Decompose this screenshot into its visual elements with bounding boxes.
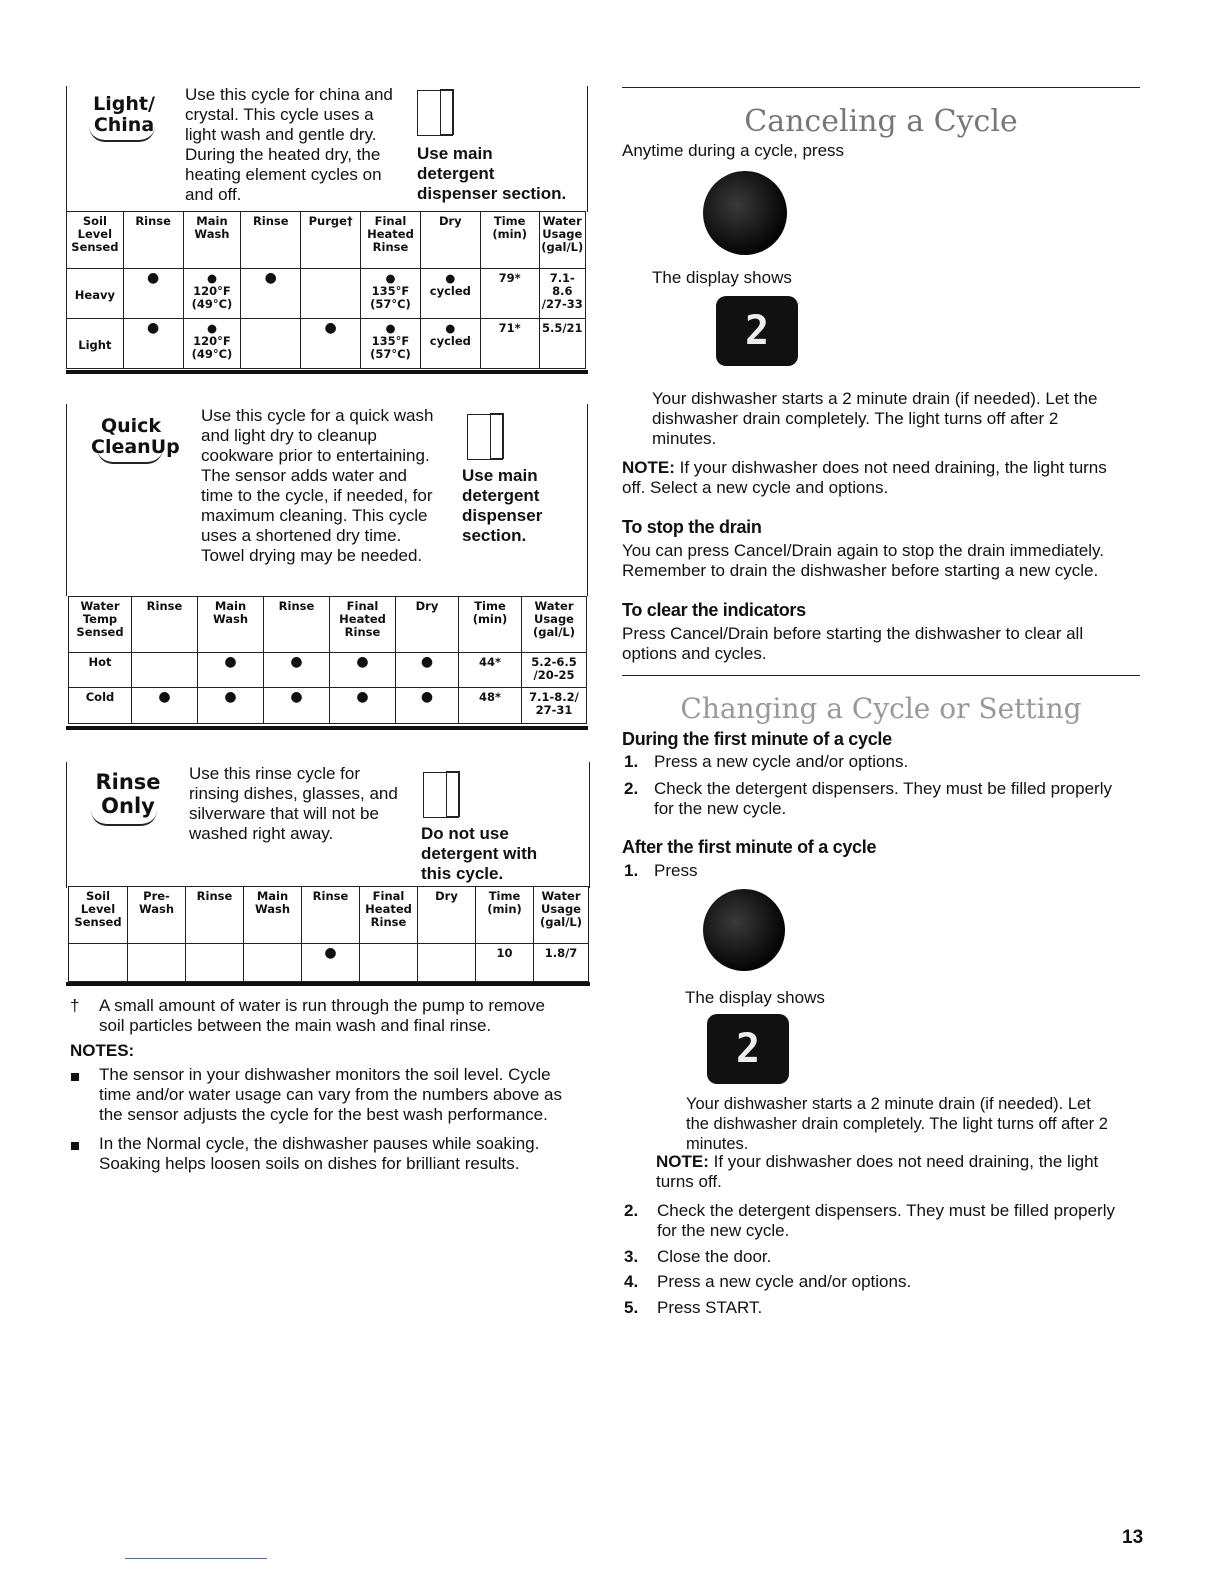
lcd-display: 2 xyxy=(716,296,798,366)
col-header: Main Wash xyxy=(198,597,264,653)
logo-swoosh xyxy=(97,448,163,464)
step-number: 1. xyxy=(624,752,639,771)
step-number: 4. xyxy=(624,1272,639,1291)
step-number: 2. xyxy=(624,1201,639,1220)
after-minute-heading: After the first minute of a cycle xyxy=(622,837,877,857)
col-header: Final Heated Rinse xyxy=(330,597,396,653)
section-divider xyxy=(66,370,588,374)
cancel-drain-button-icon xyxy=(703,171,787,255)
later-step-4: Press a new cycle and/or options. xyxy=(657,1272,912,1291)
rinse-only-table xyxy=(68,886,589,982)
changing-drain-text: Your dishwasher starts a 2 minute drain (if needed). Let the dishwasher drain completely. The light turns off after 2 minutes. xyxy=(686,1095,1108,1153)
rinse-only-section xyxy=(66,762,590,888)
first-step-2: Check the detergent dispensers. They must be filled properly for the new cycle. xyxy=(654,779,1112,818)
col-header: Rinse xyxy=(241,212,301,269)
table-row: Heavy ● ● 120°F (49°C) ● ● 135°F (57°C) ● cycled 79* 7.1-8.6 /27-33 xyxy=(67,269,586,319)
col-header: Time (min) xyxy=(476,887,534,944)
col-header: Rinse xyxy=(186,887,244,944)
first-minute-heading: During the first minute of a cycle xyxy=(622,729,892,749)
step-number: 1. xyxy=(624,861,639,880)
changing-title: Changing a Cycle or Setting xyxy=(680,692,1082,725)
dagger-symbol: † xyxy=(70,996,80,1015)
clear-indicators-heading: To clear the indicators xyxy=(622,600,806,620)
table-row: Cold ● ● ● ● ● 48* 7.1-8.2/ 27-31 xyxy=(69,688,587,724)
after-step-1: Press xyxy=(654,861,698,880)
dagger-footnote: A small amount of water is run through the pump to remove soil particles between the main wash and final rinse. xyxy=(99,996,546,1035)
lcd-display: 2 xyxy=(707,1014,789,1084)
step-number: 2. xyxy=(624,779,639,798)
col-header: Main Wash xyxy=(244,887,302,944)
section-divider xyxy=(66,982,590,986)
page-number: 13 xyxy=(1122,1527,1144,1548)
light-china-detergent-note: Use main detergent dispenser section. xyxy=(417,144,567,203)
col-header: Final Heated Rinse xyxy=(360,887,418,944)
light-china-section xyxy=(66,86,588,212)
later-step-3: Close the door. xyxy=(657,1247,772,1266)
col-header: Time (min) xyxy=(480,212,539,269)
quick-cleanup-logo: Quick CleanUp xyxy=(91,415,180,458)
col-header: Dry xyxy=(418,887,476,944)
note-1: The sensor in your dishwasher monitors the soil level. Cycle time and/or water usage can vary from the numbers above as the sensor adjusts the cycle for the best wash performance. xyxy=(99,1065,563,1124)
table-row: Light ● ● 120°F (49°C) ● ● 135°F (57°C) ● cycled 71* 5.5/21 xyxy=(67,319,586,369)
later-step-2: Check the detergent dispensers. They must be filled properly for the new cycle. xyxy=(657,1201,1115,1240)
section-divider xyxy=(622,87,1140,88)
note-2: In the Normal cycle, the dishwasher pauses while soaking. Soaking helps loosen soils on dishes for brilliant results. xyxy=(99,1134,540,1173)
quick-cleanup-table xyxy=(68,596,587,724)
cancel-drain-button-icon xyxy=(703,889,785,971)
col-header: Soil Level Sensed xyxy=(67,212,124,269)
col-header: Rinse xyxy=(264,597,330,653)
display-shows-label: The display shows xyxy=(652,268,792,287)
dispenser-icon xyxy=(423,772,459,818)
col-header: Purge† xyxy=(301,212,361,269)
dispenser-icon xyxy=(467,414,503,460)
quick-cleanup-description: Use this cycle for a quick wash and light dry to cleanup cookware prior to entertaining. The sensor adds water and time to the cycle, if needed, for maximum cleaning. This cycle uses a shortened dry time. Towel drying may be needed. xyxy=(201,406,434,565)
col-header: Dry xyxy=(420,212,480,269)
col-header: Dry xyxy=(396,597,459,653)
bullet-icon xyxy=(71,1142,79,1150)
bullet-icon xyxy=(71,1073,79,1081)
quick-cleanup-section xyxy=(66,404,588,596)
col-header: Rinse xyxy=(123,212,183,269)
col-header: Main Wash xyxy=(183,212,241,269)
col-header: Water Usage (gal/L) xyxy=(534,887,589,944)
quick-cleanup-detergent-note: Use main detergent dispenser section. xyxy=(462,466,543,545)
table-row: ● 10 1.8/7 xyxy=(69,944,589,982)
logo-swoosh xyxy=(89,126,155,142)
step-number: 3. xyxy=(624,1247,639,1266)
logo-swoosh xyxy=(91,810,157,826)
display-shows-label: The display shows xyxy=(685,988,825,1007)
later-step-5: Press START. xyxy=(657,1298,763,1317)
first-step-1: Press a new cycle and/or options. xyxy=(654,752,909,771)
light-china-logo: Light/ China xyxy=(93,93,155,136)
col-header: Time (min) xyxy=(459,597,522,653)
col-header: Water Usage (gal/L) xyxy=(539,212,585,269)
col-header: Rinse xyxy=(132,597,198,653)
step-number: 5. xyxy=(624,1298,639,1317)
light-china-description: Use this cycle for china and crystal. This cycle uses a light wash and gentle dry. During the heated dry, the heating element cycles on and off. xyxy=(185,85,393,204)
clear-indicators-text: Press Cancel/Drain before starting the dishwasher to clear all options and cycles. xyxy=(622,624,1084,663)
col-header: Water Usage (gal/L) xyxy=(522,597,587,653)
canceling-title: Canceling a Cycle xyxy=(744,104,1018,139)
stop-drain-heading: To stop the drain xyxy=(622,517,762,537)
rinse-only-logo: Rinse Only xyxy=(95,770,161,818)
stop-drain-text: You can press Cancel/Drain again to stop the drain immediately. Remember to drain the dishwasher before starting a new cycle. xyxy=(622,541,1104,580)
col-header: Final Heated Rinse xyxy=(361,212,421,269)
notes-heading: NOTES: xyxy=(70,1041,135,1060)
canceling-intro: Anytime during a cycle, press xyxy=(622,141,845,160)
rinse-only-description: Use this rinse cycle for rinsing dishes, glasses, and silverware that will not be washed right away. xyxy=(189,764,398,843)
col-header: Rinse xyxy=(302,887,360,944)
section-divider xyxy=(622,675,1140,676)
canceling-drain-text: Your dishwasher starts a 2 minute drain (if needed). Let the dishwasher drain completely. The light turns off after 2 minutes. xyxy=(652,389,1098,448)
rinse-only-detergent-note: Do not use detergent with this cycle. xyxy=(421,824,538,883)
light-china-table xyxy=(66,211,586,369)
dispenser-icon xyxy=(417,90,453,136)
canceling-note: NOTE: If your dishwasher does not need draining, the light turns off. Select a new cycle and options. xyxy=(622,458,1107,497)
changing-note: NOTE: If your dishwasher does not need draining, the light turns off. xyxy=(656,1152,1099,1191)
col-header: Soil Level Sensed xyxy=(69,887,128,944)
footer-line xyxy=(125,1558,267,1559)
col-header: Water Temp Sensed xyxy=(69,597,132,653)
col-header: Pre-Wash xyxy=(128,887,186,944)
section-divider xyxy=(66,726,588,730)
table-row: Hot ● ● ● ● 44* 5.2-6.5 /20-25 xyxy=(69,653,587,688)
